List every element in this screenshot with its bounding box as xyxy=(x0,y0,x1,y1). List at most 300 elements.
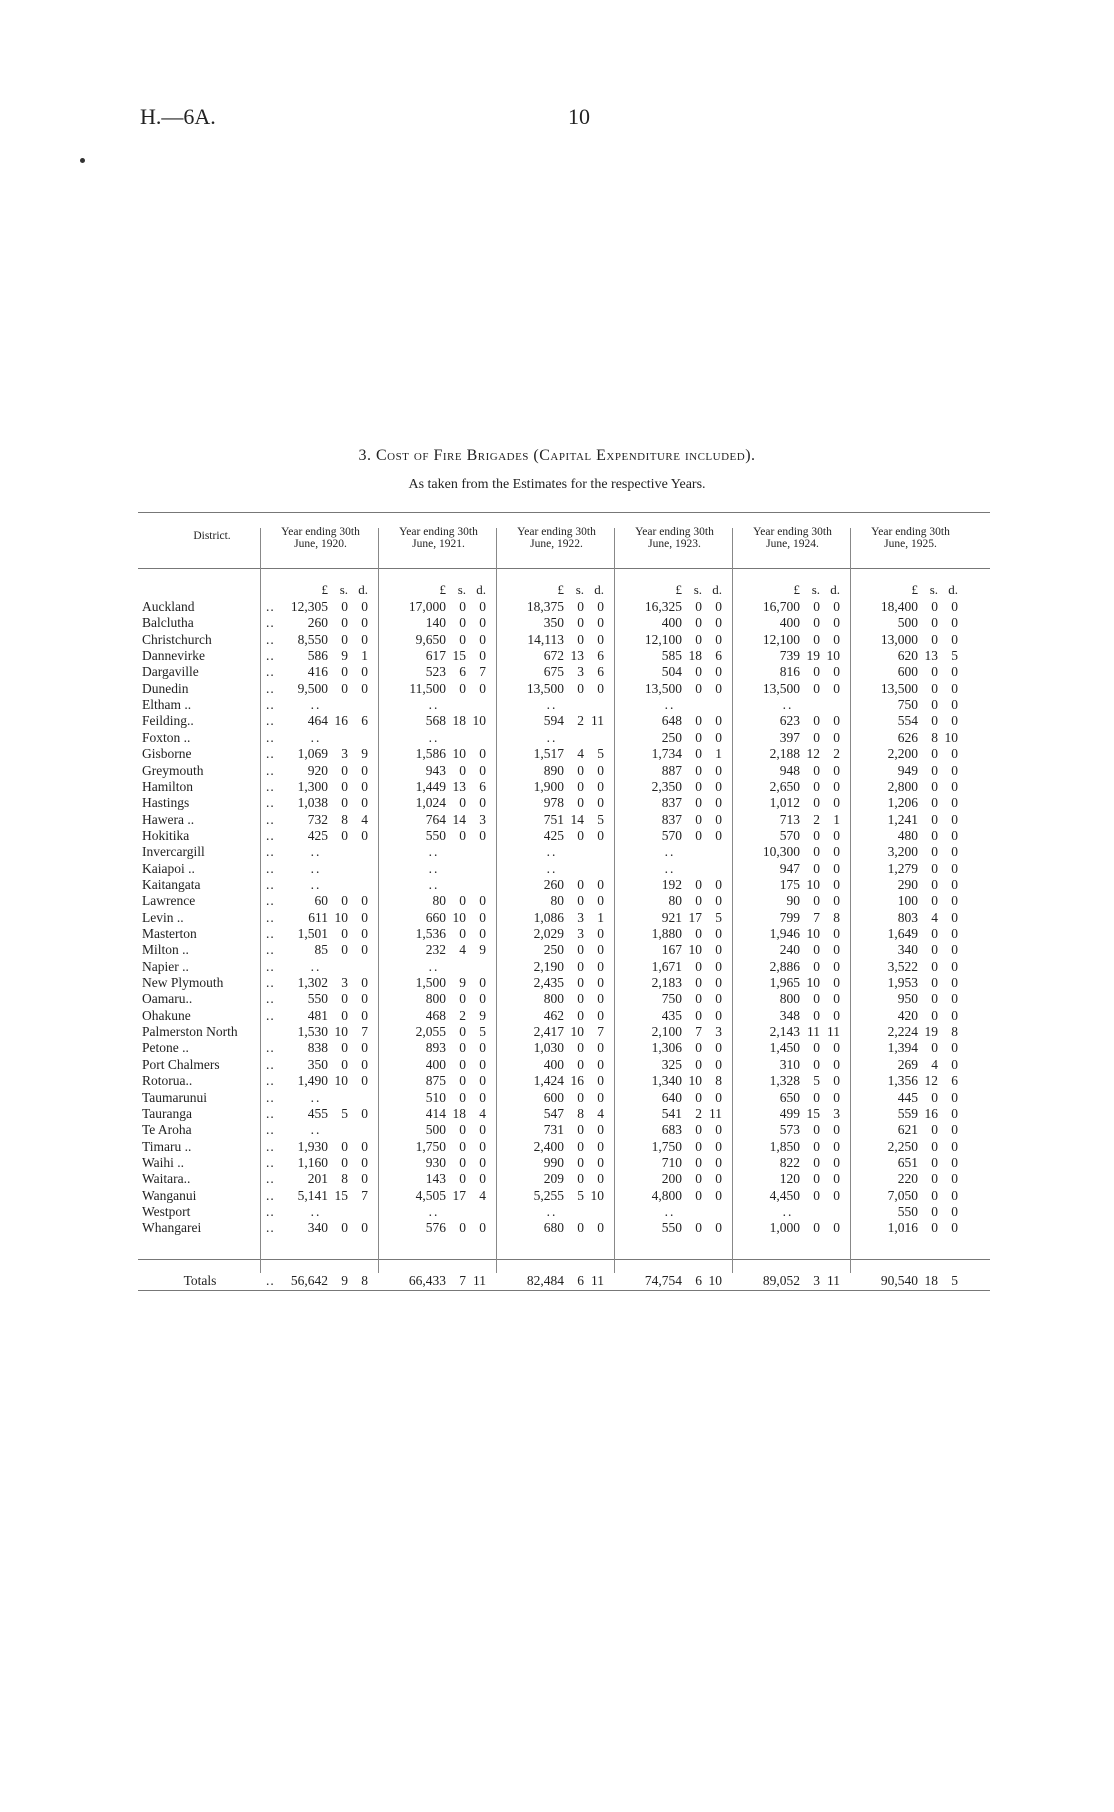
shillings-value: 8 xyxy=(577,1105,584,1121)
shillings-value: 0 xyxy=(695,811,702,827)
leader-dots: .. xyxy=(266,860,275,876)
pence-value: 0 xyxy=(597,827,604,843)
pence-value: 0 xyxy=(715,1089,722,1105)
shillings-value: 0 xyxy=(459,1138,466,1154)
pence-value: 0 xyxy=(833,762,840,778)
pence-value: 0 xyxy=(715,926,722,941)
year-column-header xyxy=(498,526,615,550)
shillings-value: 0 xyxy=(577,893,584,909)
pounds-value: 1,517 xyxy=(533,746,564,762)
shilling-unit-label: s. xyxy=(339,582,348,597)
pence-value: 0 xyxy=(597,1122,604,1138)
pence-value: 0 xyxy=(361,1056,368,1072)
pounds-value: 232 xyxy=(425,942,446,958)
pounds-value: 816 xyxy=(779,664,800,680)
shillings-value: 0 xyxy=(341,893,348,909)
pounds-value: 350 xyxy=(543,615,564,631)
table-row xyxy=(138,599,990,615)
pounds-value: 1,302 xyxy=(297,975,328,991)
pence-value: 6 xyxy=(597,648,604,664)
pounds-value: 240 xyxy=(779,942,800,958)
pounds-value: 732 xyxy=(307,811,328,827)
pounds-value: 82,484 xyxy=(526,1273,564,1288)
pounds-value: 750 xyxy=(897,697,918,713)
shillings-value: 5 xyxy=(813,1073,820,1089)
shillings-value: 0 xyxy=(577,958,584,974)
shillings-value: 0 xyxy=(813,860,820,876)
shillings-value: 0 xyxy=(577,1056,584,1072)
table-row xyxy=(138,1057,990,1073)
pounds-value: 573 xyxy=(779,1122,800,1138)
pounds-value: 1,000 xyxy=(769,1220,800,1236)
shillings-value: 0 xyxy=(931,1040,938,1056)
shillings-value: 3 xyxy=(341,975,348,991)
district-name: Dargaville xyxy=(142,664,199,680)
pounds-value: 650 xyxy=(779,1089,800,1105)
district-name: Christchurch xyxy=(142,631,212,647)
shillings-value: 7 xyxy=(459,1273,466,1288)
district-name: Hamilton xyxy=(142,778,193,794)
pence-value: 6 xyxy=(361,713,368,729)
shillings-value: 17 xyxy=(452,1187,466,1203)
pounds-value: 90,540 xyxy=(880,1273,918,1288)
district-name: Palmerston North xyxy=(142,1024,238,1040)
pence-value: 0 xyxy=(479,795,486,811)
pence-value: 1 xyxy=(833,811,840,827)
nil-marker: .. xyxy=(310,860,322,876)
table-row xyxy=(138,942,990,958)
shillings-value: 0 xyxy=(695,926,702,941)
pounds-value: 837 xyxy=(661,795,682,811)
pence-value: 0 xyxy=(597,1007,604,1023)
leader-dots: .. xyxy=(266,1220,275,1236)
shillings-value: 0 xyxy=(341,631,348,647)
shillings-value: 15 xyxy=(806,1105,820,1121)
pounds-value: 10,300 xyxy=(762,844,800,860)
pounds-value: 710 xyxy=(661,1154,682,1170)
shillings-value: 0 xyxy=(341,991,348,1007)
pence-value: 0 xyxy=(951,680,958,696)
shillings-value: 3 xyxy=(577,909,584,925)
header-bottom-rule xyxy=(138,568,990,569)
shillings-value: 0 xyxy=(931,762,938,778)
shillings-value: 0 xyxy=(577,1040,584,1056)
pence-value: 0 xyxy=(361,1073,368,1089)
pounds-value: 1,024 xyxy=(415,795,446,811)
pounds-value: 13,500 xyxy=(644,680,682,696)
nil-marker: .. xyxy=(664,860,676,876)
pence-value: 0 xyxy=(833,1220,840,1236)
shillings-value: 6 xyxy=(577,1273,584,1288)
table-row xyxy=(138,893,990,909)
pounds-value: 435 xyxy=(661,1007,682,1023)
pounds-value: 648 xyxy=(661,713,682,729)
pence-value: 0 xyxy=(597,975,604,991)
table-row xyxy=(138,844,990,860)
shillings-value: 0 xyxy=(695,827,702,843)
pence-value: 0 xyxy=(597,958,604,974)
shillings-value: 0 xyxy=(341,1138,348,1154)
shillings-value: 0 xyxy=(577,1089,584,1105)
table-row xyxy=(138,1040,990,1056)
pence-value: 0 xyxy=(597,1073,604,1089)
shillings-value: 0 xyxy=(341,1154,348,1170)
pence-value: 10 xyxy=(708,1273,722,1288)
pounds-value: 1,030 xyxy=(533,1040,564,1056)
pounds-value: 504 xyxy=(661,664,682,680)
pence-value: 0 xyxy=(715,664,722,680)
pence-value: 0 xyxy=(715,942,722,958)
pounds-value: 948 xyxy=(779,762,800,778)
pounds-value: 500 xyxy=(425,1122,446,1138)
shillings-value: 0 xyxy=(695,762,702,778)
nil-marker: .. xyxy=(664,1203,676,1219)
shillings-value: 0 xyxy=(459,631,466,647)
pounds-value: 837 xyxy=(661,811,682,827)
leader-dots: .. xyxy=(266,762,275,778)
leader-dots: .. xyxy=(266,1056,275,1072)
pence-value: 0 xyxy=(597,876,604,892)
shillings-value: 0 xyxy=(459,1220,466,1236)
pence-value: 10 xyxy=(590,1187,604,1203)
pounds-value: 201 xyxy=(307,1171,328,1187)
shillings-value: 0 xyxy=(695,615,702,631)
shillings-value: 0 xyxy=(695,991,702,1007)
pence-value: 0 xyxy=(715,778,722,794)
pound-unit-label: £ xyxy=(321,582,328,597)
shillings-value: 6 xyxy=(695,1273,702,1288)
table-row xyxy=(138,975,990,991)
shillings-value: 0 xyxy=(813,827,820,843)
shillings-value: 0 xyxy=(931,795,938,811)
totals-label: Totals xyxy=(183,1273,217,1288)
shillings-value: 0 xyxy=(931,1203,938,1219)
pence-value: 0 xyxy=(479,975,486,991)
shillings-value: 0 xyxy=(695,1007,702,1023)
table-row xyxy=(138,1188,990,1204)
pounds-value: 947 xyxy=(779,860,800,876)
district-name: Hastings xyxy=(142,795,190,811)
pounds-value: 90 xyxy=(786,893,800,909)
pounds-value: 425 xyxy=(307,827,328,843)
pounds-value: 2,417 xyxy=(533,1024,564,1040)
pence-value: 0 xyxy=(361,599,368,614)
pence-value: 0 xyxy=(361,1007,368,1023)
pence-value: 11 xyxy=(709,1105,722,1121)
district-name: Oamaru.. xyxy=(142,991,193,1007)
leader-dots: .. xyxy=(266,729,275,745)
pounds-value: 1,586 xyxy=(415,746,446,762)
pounds-value: 541 xyxy=(661,1105,682,1121)
shillings-value: 13 xyxy=(924,648,938,664)
pence-value: 0 xyxy=(597,1138,604,1154)
pounds-value: 2,200 xyxy=(887,746,918,762)
leader-dots: .. xyxy=(266,1171,275,1187)
year-header-line: Year ending 30th xyxy=(753,526,832,538)
pounds-value: 89,052 xyxy=(762,1273,800,1288)
shillings-value: 0 xyxy=(813,893,820,909)
shillings-value: 0 xyxy=(931,746,938,762)
pounds-value: 1,300 xyxy=(297,778,328,794)
shillings-value: 0 xyxy=(341,795,348,811)
nil-marker: .. xyxy=(428,876,440,892)
table-row xyxy=(138,1171,990,1187)
shillings-value: 19 xyxy=(806,648,820,664)
pounds-value: 1,038 xyxy=(297,795,328,811)
pence-value: 0 xyxy=(479,991,486,1007)
shillings-value: 0 xyxy=(459,599,466,614)
nil-marker: .. xyxy=(428,1203,440,1219)
nil-marker: .. xyxy=(310,729,322,745)
pounds-value: 400 xyxy=(425,1056,446,1072)
pence-value: 0 xyxy=(597,795,604,811)
pounds-value: 120 xyxy=(779,1171,800,1187)
shillings-value: 2 xyxy=(459,1007,466,1023)
shillings-value: 11 xyxy=(807,1024,820,1040)
year-column-header xyxy=(262,526,379,550)
pounds-value: 5,141 xyxy=(297,1187,328,1203)
pence-value: 0 xyxy=(715,795,722,811)
district-name: Taumarunui xyxy=(142,1089,208,1105)
pence-value: 8 xyxy=(715,1073,722,1089)
shillings-value: 0 xyxy=(931,811,938,827)
leader-dots: .. xyxy=(266,778,275,794)
pence-value: 0 xyxy=(361,1138,368,1154)
year-column-header xyxy=(616,526,733,550)
pence-value: 4 xyxy=(479,1105,486,1121)
shillings-value: 0 xyxy=(931,975,938,991)
shillings-value: 7 xyxy=(695,1024,702,1040)
pounds-value: 2,055 xyxy=(415,1024,446,1040)
shillings-value: 0 xyxy=(931,1138,938,1154)
pence-value: 0 xyxy=(361,893,368,909)
pence-value: 0 xyxy=(715,631,722,647)
pence-value: 0 xyxy=(833,1073,840,1089)
shillings-value: 0 xyxy=(695,631,702,647)
pence-value: 0 xyxy=(833,1187,840,1203)
leader-dots: .. xyxy=(266,1040,275,1056)
pounds-value: 9,650 xyxy=(415,631,446,647)
pence-value: 0 xyxy=(597,615,604,631)
shillings-value: 0 xyxy=(341,762,348,778)
shillings-value: 2 xyxy=(577,713,584,729)
pence-value: 10 xyxy=(944,729,958,745)
pence-value: 0 xyxy=(715,1138,722,1154)
shillings-value: 9 xyxy=(341,1273,348,1288)
pence-value: 0 xyxy=(597,762,604,778)
pounds-value: 594 xyxy=(543,713,564,729)
shillings-value: 0 xyxy=(577,1007,584,1023)
shillings-value: 3 xyxy=(577,926,584,941)
table-title xyxy=(0,447,1114,465)
district-name: Timaru .. xyxy=(142,1138,192,1154)
pence-value: 0 xyxy=(951,746,958,762)
pence-value: 0 xyxy=(479,1154,486,1170)
shillings-value: 0 xyxy=(577,1138,584,1154)
shillings-value: 0 xyxy=(813,1040,820,1056)
table-subtitle: As taken from the Estimates for the respective Years. xyxy=(408,477,706,492)
pounds-value: 350 xyxy=(307,1056,328,1072)
shillings-value: 0 xyxy=(459,1122,466,1138)
pounds-value: 14,113 xyxy=(527,631,564,647)
pound-unit-label: £ xyxy=(793,582,800,597)
pence-value: 0 xyxy=(951,713,958,729)
pounds-value: 1,965 xyxy=(769,975,800,991)
pounds-value: 2,190 xyxy=(533,958,564,974)
shillings-value: 0 xyxy=(931,827,938,843)
pounds-value: 978 xyxy=(543,795,564,811)
shillings-value: 0 xyxy=(695,664,702,680)
leader-dots: .. xyxy=(266,926,275,941)
shillings-value: 0 xyxy=(577,1171,584,1187)
pence-value: 0 xyxy=(951,1122,958,1138)
year-column-header xyxy=(734,526,851,550)
shillings-value: 10 xyxy=(806,926,820,941)
year-header-line: June, 1923. xyxy=(648,538,701,550)
shillings-value: 0 xyxy=(695,1138,702,1154)
shillings-value: 10 xyxy=(334,909,348,925)
shillings-value: 0 xyxy=(459,926,466,941)
pence-value: 4 xyxy=(479,1187,486,1203)
pounds-value: 1,946 xyxy=(769,926,800,941)
shillings-value: 0 xyxy=(931,631,938,647)
shillings-value: 3 xyxy=(577,664,584,680)
pence-value: 0 xyxy=(479,746,486,762)
pounds-value: 930 xyxy=(425,1154,446,1170)
page-number: 10 xyxy=(568,104,590,129)
shillings-value: 0 xyxy=(813,1089,820,1105)
pence-value: 5 xyxy=(951,1273,958,1288)
pence-value: 0 xyxy=(833,1138,840,1154)
shillings-value: 18 xyxy=(452,713,466,729)
table-row xyxy=(138,615,990,631)
shillings-value: 0 xyxy=(931,713,938,729)
shillings-value: 0 xyxy=(695,958,702,974)
leader-dots: .. xyxy=(266,664,275,680)
leader-dots: .. xyxy=(266,942,275,958)
pounds-value: 12,100 xyxy=(644,631,682,647)
pence-value: 0 xyxy=(951,975,958,991)
pence-value: 3 xyxy=(715,1024,722,1040)
pounds-value: 13,500 xyxy=(762,680,800,696)
shillings-value: 14 xyxy=(570,811,584,827)
pence-value: 5 xyxy=(715,909,722,925)
shillings-value: 14 xyxy=(452,811,466,827)
shillings-value: 16 xyxy=(334,713,348,729)
table-row xyxy=(138,1106,990,1122)
pounds-value: 570 xyxy=(661,827,682,843)
shillings-value: 0 xyxy=(341,615,348,631)
title-prefix: 3. xyxy=(358,447,376,464)
shillings-value: 0 xyxy=(459,991,466,1007)
pounds-value: 400 xyxy=(543,1056,564,1072)
table-row xyxy=(138,795,990,811)
shillings-value: 12 xyxy=(806,746,820,762)
pence-value: 0 xyxy=(361,1154,368,1170)
pounds-value: 887 xyxy=(661,762,682,778)
pounds-value: 875 xyxy=(425,1073,446,1089)
shillings-value: 15 xyxy=(334,1187,348,1203)
pence-value: 0 xyxy=(361,615,368,631)
pounds-value: 17,000 xyxy=(408,599,446,614)
pence-value: 7 xyxy=(361,1024,368,1040)
pence-value: 7 xyxy=(479,664,486,680)
nil-marker: .. xyxy=(664,697,676,713)
pence-value: 0 xyxy=(951,1203,958,1219)
pence-value: 0 xyxy=(951,909,958,925)
pounds-value: 1,649 xyxy=(887,926,918,941)
pence-value: 0 xyxy=(951,811,958,827)
pounds-value: 1,086 xyxy=(533,909,564,925)
nil-marker: .. xyxy=(546,860,558,876)
pounds-value: 260 xyxy=(307,615,328,631)
leader-dots: .. xyxy=(266,909,275,925)
nil-marker: .. xyxy=(428,844,440,860)
pounds-value: 416 xyxy=(307,664,328,680)
pence-value: 0 xyxy=(833,876,840,892)
shillings-value: 0 xyxy=(459,1073,466,1089)
pence-value: 0 xyxy=(597,778,604,794)
shillings-value: 0 xyxy=(813,778,820,794)
district-name: Ohakune xyxy=(142,1007,191,1023)
pounds-value: 680 xyxy=(543,1220,564,1236)
table-row xyxy=(138,959,990,975)
pounds-value: 310 xyxy=(779,1056,800,1072)
pounds-value: 510 xyxy=(425,1089,446,1105)
pence-value: 0 xyxy=(479,926,486,941)
shillings-value: 8 xyxy=(341,811,348,827)
pence-value: 0 xyxy=(479,648,486,664)
shillings-value: 0 xyxy=(459,1040,466,1056)
shillings-value: 7 xyxy=(813,909,820,925)
pounds-value: 550 xyxy=(897,1203,918,1219)
year-header-line: June, 1921. xyxy=(412,538,465,550)
table-row xyxy=(138,632,990,648)
pounds-value: 550 xyxy=(307,991,328,1007)
pence-value: 0 xyxy=(361,664,368,680)
shillings-value: 0 xyxy=(813,1122,820,1138)
pence-value: 0 xyxy=(951,762,958,778)
shillings-value: 18 xyxy=(924,1273,938,1288)
shillings-value: 0 xyxy=(577,991,584,1007)
pounds-value: 445 xyxy=(897,1089,918,1105)
pence-value: 0 xyxy=(951,795,958,811)
shillings-value: 0 xyxy=(813,599,820,614)
nil-marker: .. xyxy=(546,697,558,713)
table-row xyxy=(138,877,990,893)
year-column-header xyxy=(380,526,497,550)
pounds-value: 1,530 xyxy=(297,1024,328,1040)
pence-value: 9 xyxy=(361,746,368,762)
pounds-value: 3,200 xyxy=(887,844,918,860)
pence-value: 8 xyxy=(833,909,840,925)
pence-value: 7 xyxy=(361,1187,368,1203)
shillings-value: 0 xyxy=(931,778,938,794)
pounds-value: 750 xyxy=(661,991,682,1007)
pence-value: 0 xyxy=(951,599,958,614)
shillings-value: 0 xyxy=(341,1040,348,1056)
pence-value: 0 xyxy=(951,893,958,909)
shillings-value: 0 xyxy=(577,1220,584,1236)
pence-value: 6 xyxy=(715,648,722,664)
district-name: Feilding.. xyxy=(142,713,194,729)
shillings-value: 15 xyxy=(452,648,466,664)
pence-value: 11 xyxy=(591,1273,604,1288)
pounds-value: 464 xyxy=(307,713,328,729)
shillings-value: 5 xyxy=(341,1105,348,1121)
shillings-value: 0 xyxy=(695,713,702,729)
pence-value: 0 xyxy=(833,926,840,941)
